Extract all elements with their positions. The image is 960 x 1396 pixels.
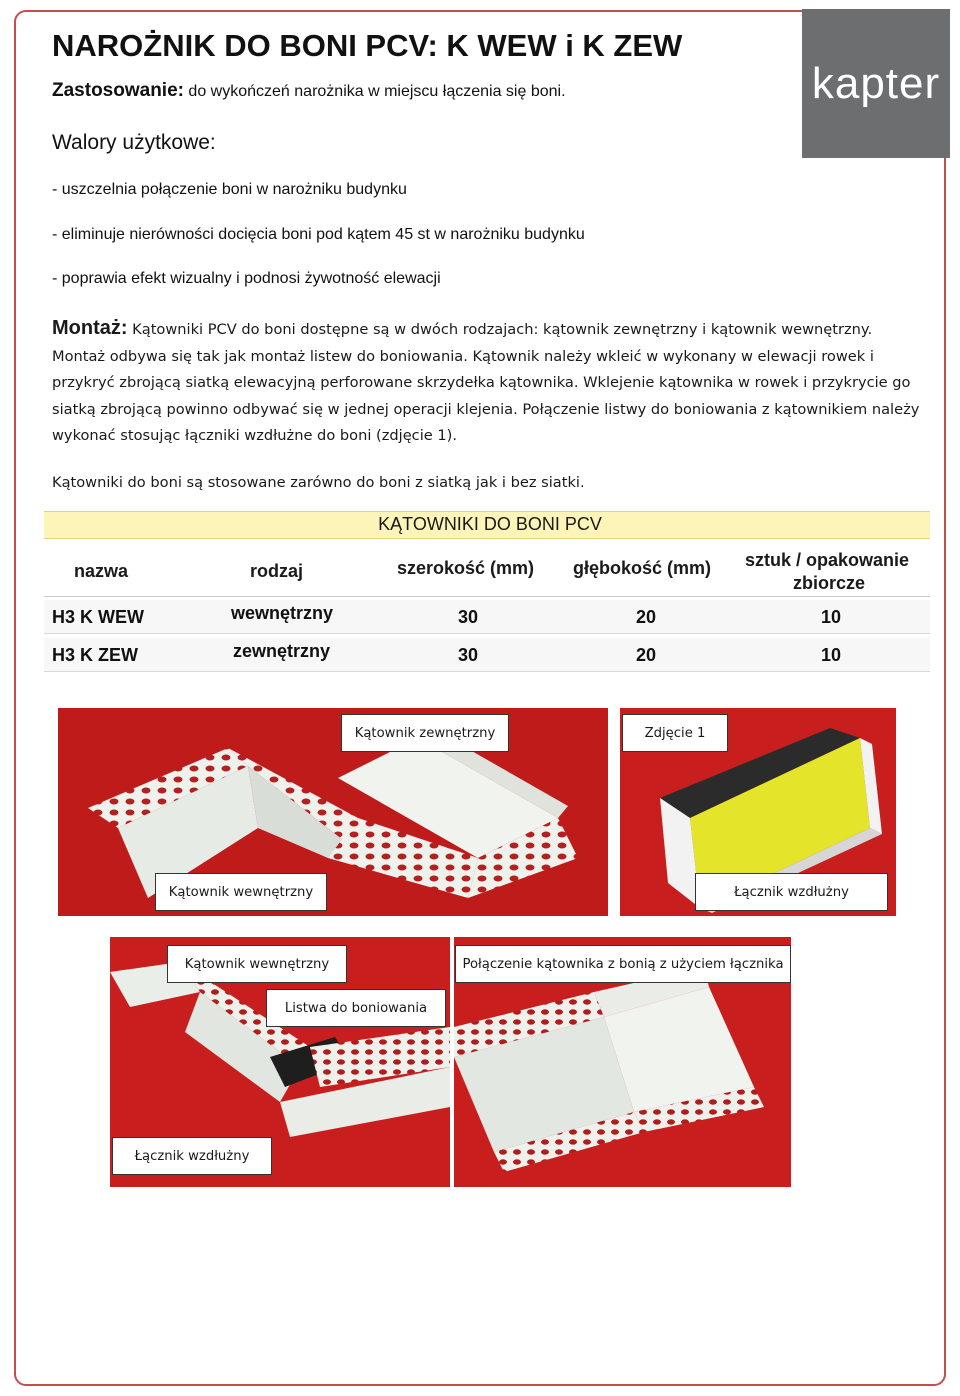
- col-header-depth: głębokość (mm): [573, 558, 712, 578]
- table-row: [44, 600, 930, 634]
- col-header-width: szerokość (mm): [397, 558, 535, 578]
- cell-depth: 20: [636, 645, 657, 665]
- property-item: - uszczelnia połączenie boni w narożniku budynku: [52, 181, 407, 198]
- cell-name: H3 K WEW: [52, 607, 144, 627]
- col-header-qty-2: zbiorcze: [793, 573, 866, 593]
- cell-qty: 10: [821, 645, 842, 665]
- caption-corner-joint: Połączenie kątownika z bonią z użyciem łącznika: [455, 945, 791, 983]
- caption-longitudinal-connector-2: Łącznik wzdłużny: [112, 1137, 272, 1175]
- kapter-logo: [802, 9, 950, 158]
- property-item: - eliminuje nierówności docięcia boni pod kątem 45 st w narożniku budynku: [52, 226, 585, 243]
- caption-boning-strip: Listwa do boniowania: [266, 989, 446, 1027]
- table-title: KĄTOWNIKI DO BONI PCV: [378, 514, 602, 534]
- mounting-label: Montaż:: [52, 317, 128, 339]
- table-row: [44, 638, 930, 672]
- usage-line: [52, 80, 566, 102]
- cell-type: wewnętrzny: [231, 603, 334, 623]
- cell-width: 30: [458, 645, 479, 665]
- mounting-text: Kątowniki PCV do boni dostępne są w dwóch rodzajach: kątownik zewnętrzny i kątownik wewnętrzny. Montaż odbywa się tak jak montaż listew do boniowania. Kątownik należy wkleić w wykonany w elewacji rowek i przykryć zbrojącą siatką elewacyjną perforowane skrzydełka kątownika. Wklejenie kątownika w rowek i przykrycie go siatką zbrojącą powinno odbywać się w jednej operacji klejenia. Połączenie listwy do boniowania z kątownikiem należy wykonać stosując łączniki wzdłużne do boni (zdjęcie 1).: [52, 321, 920, 444]
- col-header-type: rodzaj: [250, 561, 304, 581]
- cell-qty: 10: [821, 607, 842, 627]
- caption-outer-corner: Kątownik zewnętrzny: [341, 714, 509, 752]
- cell-width: 30: [458, 607, 479, 627]
- properties-heading: Walory użytkowe:: [52, 131, 216, 154]
- property-item: - poprawia efekt wizualny i podnosi żywotność elewacji: [52, 270, 441, 287]
- cell-name: H3 K ZEW: [52, 645, 139, 665]
- caption-inner-corner: Kątownik wewnętrzny: [155, 873, 327, 911]
- caption-longitudinal-connector: Łącznik wzdłużny: [695, 873, 888, 911]
- cell-type: zewnętrzny: [233, 641, 331, 661]
- col-header-name: nazwa: [74, 561, 129, 581]
- caption-inner-corner-2: Kątownik wewnętrzny: [167, 945, 347, 983]
- usage-label: Zastosowanie:: [52, 80, 184, 101]
- mesh-note: Kątowniki do boni są stosowane zarówno do boni z siatką jak i bez siatki.: [52, 474, 585, 491]
- mounting-paragraph: [52, 315, 922, 450]
- col-header-qty: sztuk / opakowanie: [745, 550, 910, 570]
- photo-corner-profiles: [58, 708, 608, 916]
- caption-photo-1: Zdjęcie 1: [622, 714, 728, 752]
- cell-depth: 20: [636, 607, 657, 627]
- table-header-divider: [44, 596, 930, 597]
- page-title: NAROŻNIK DO BONI PCV: K WEW i K ZEW: [52, 28, 683, 63]
- logo-text: kapter: [811, 58, 941, 108]
- usage-text: do wykończeń narożnika w miejscu łączenia się boni.: [183, 83, 566, 100]
